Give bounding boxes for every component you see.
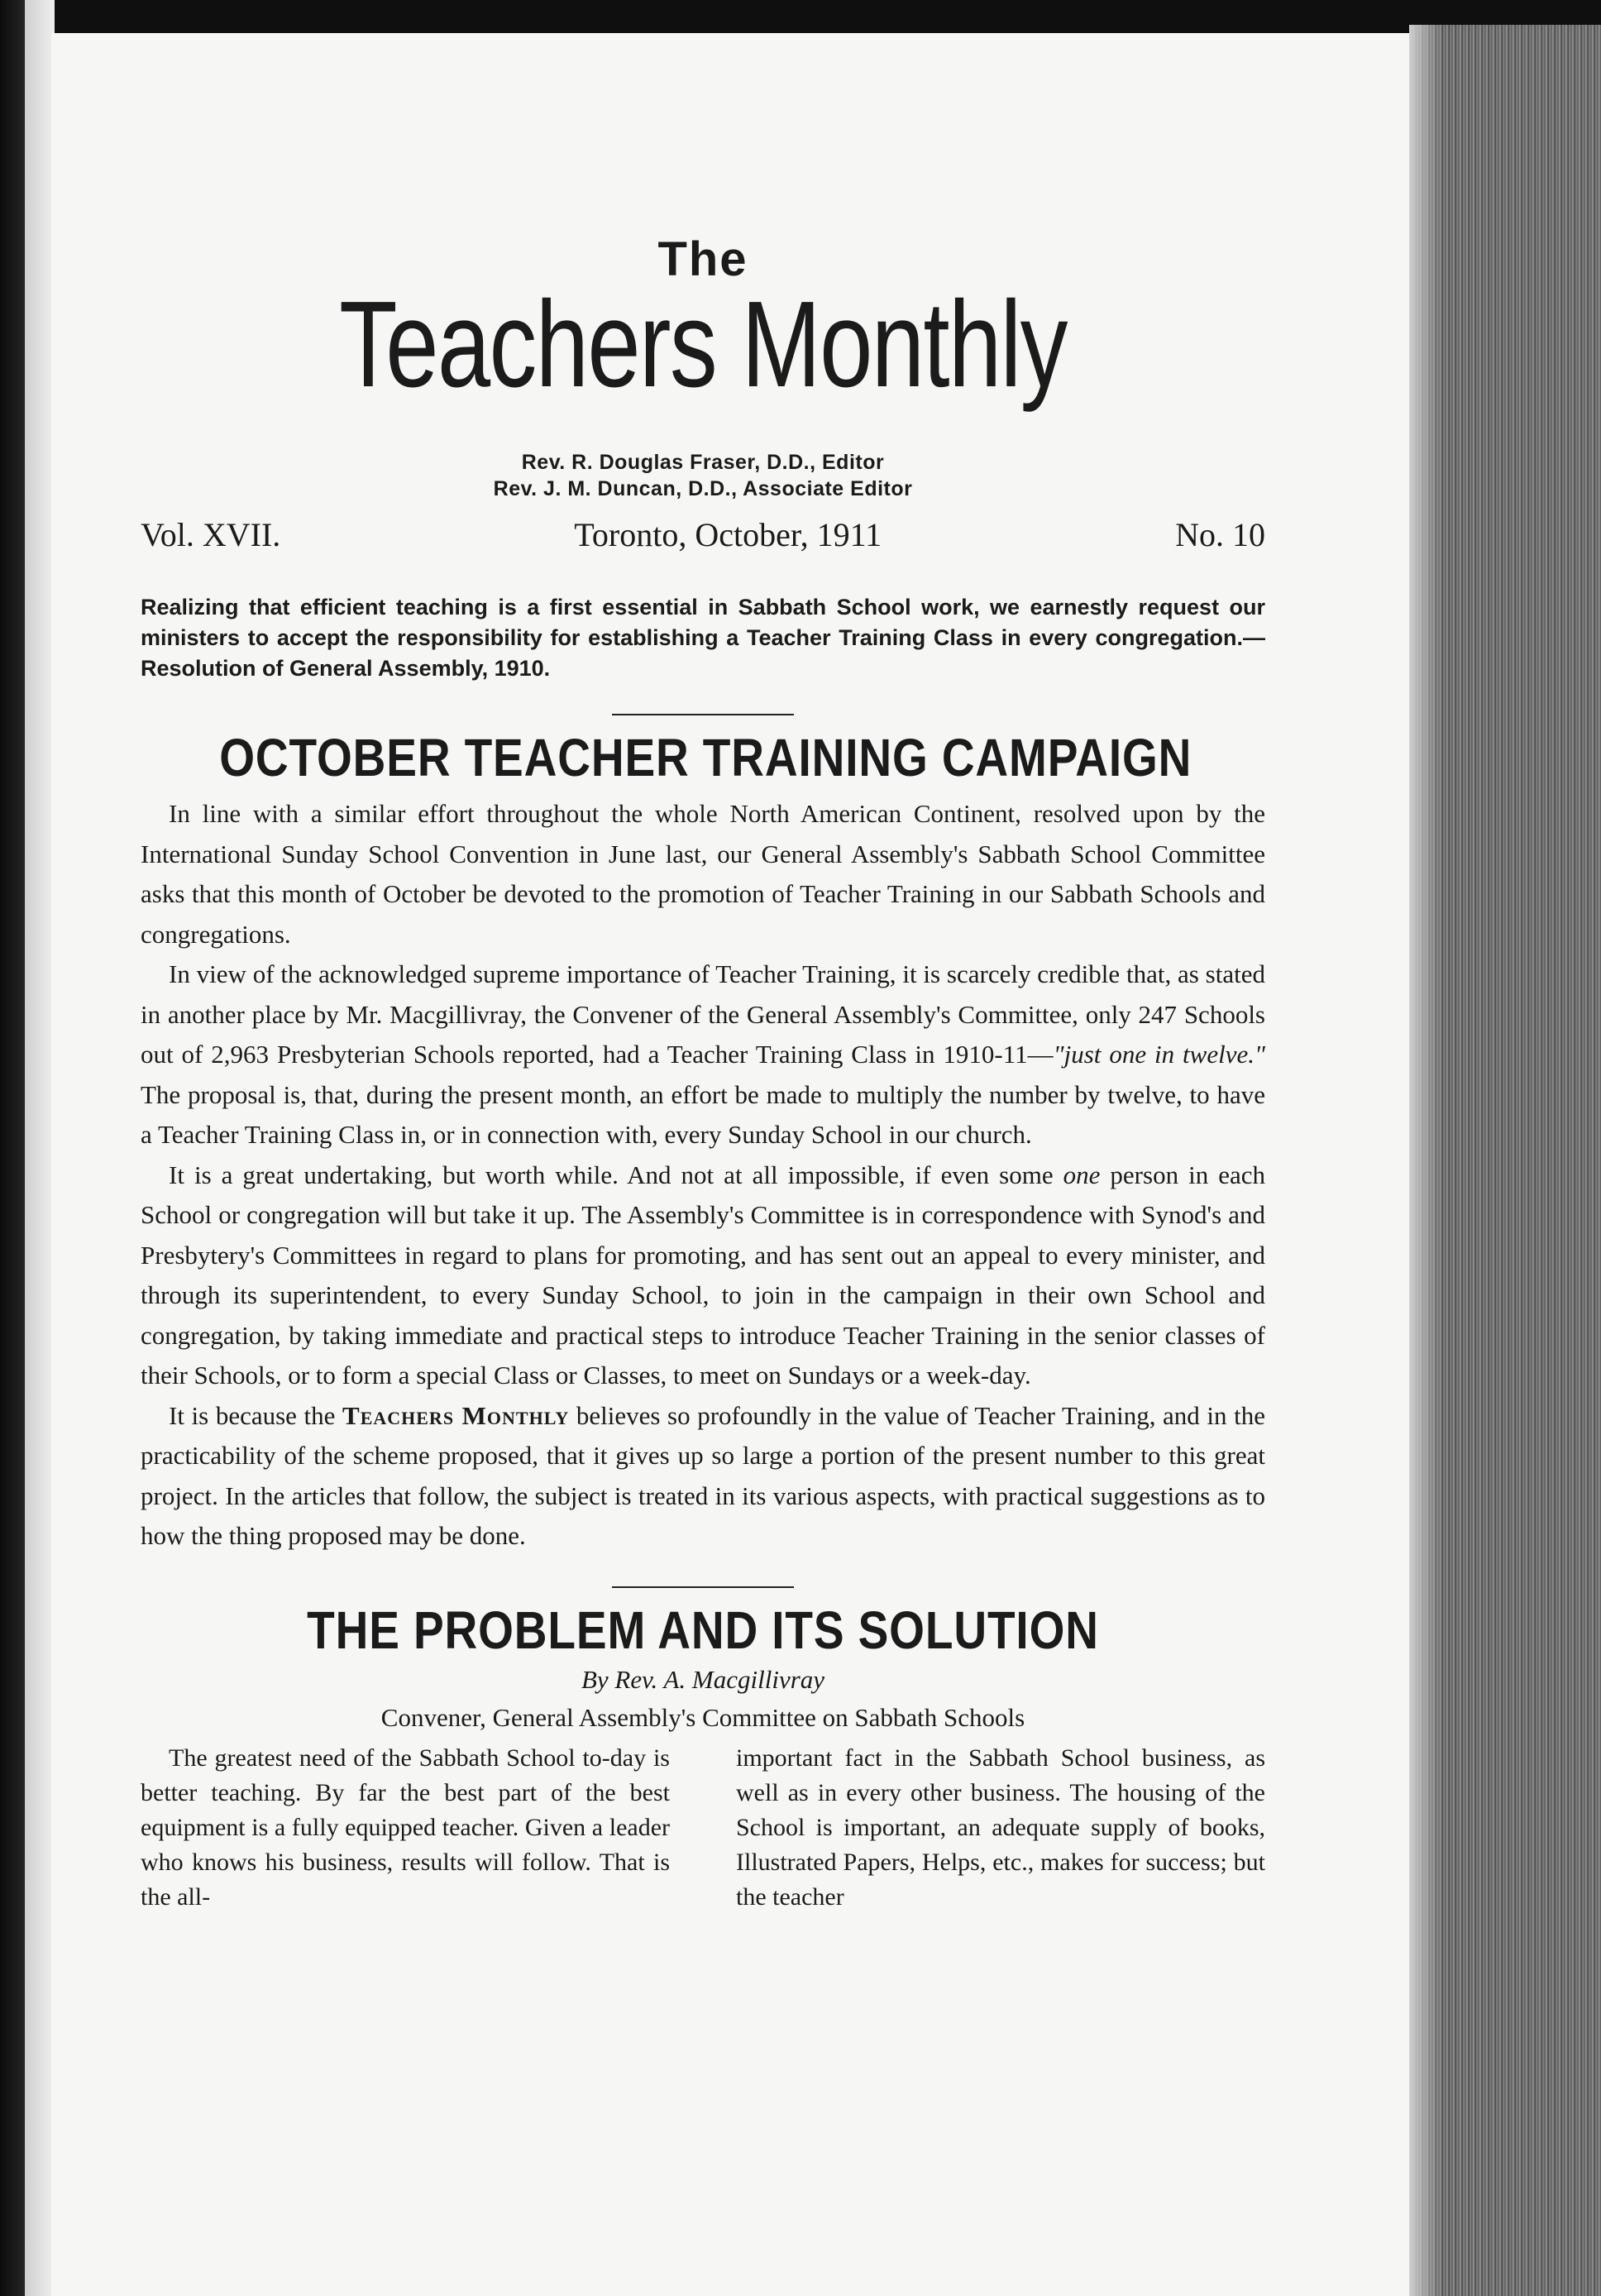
section-divider [612, 714, 794, 715]
place-date: Toronto, October, 1911 [574, 516, 882, 553]
assembly-resolution: Realizing that efficient teaching is a first essential in Sabbath School work, we earnestly request our ministers to accept the responsibility for establishing a Teacher Training Class in every congregation.—Resolution of General Assembly, 1910. [141, 595, 1265, 681]
page-gutter-shadow [1409, 25, 1442, 2296]
paragraph: It is a great undertaking, but worth while. And not at all impossible, if even some one person in each School or congregation will but take it up. The Assembly's Committee is in correspondence with Synod's and Presbytery's Committees in regard to plans for promoting, and has sent out an appeal to every minister, and through its superintendent, to every Sunday School, to join in the campaign in their own School and congregation, by taking immediate and practical steps to introduce Teacher Training in the senior classes of their Schools, or to form a special Class or Classes, to meet on Sundays or a week-day. [141, 1160, 1266, 1390]
article-headline: OCTOBER TEACHER TRAINING CAMPAIGN [219, 728, 1192, 787]
section-divider [612, 1586, 794, 1588]
editors-block [141, 449, 1265, 502]
issue-number: No. 10 [1175, 516, 1265, 553]
page-content [141, 207, 1265, 1915]
issue-line [141, 515, 1265, 554]
paragraph: In line with a similar effort throughout the whole North American Continent, resolved upon by the International Sunday School Convention in June last, our General Assembly's Sabbath School Committee asks that this month of October be devoted to the promotion of Teacher Training in our Sabbath Schools and congregations. [141, 799, 1265, 949]
column-right [736, 1741, 1265, 1915]
paragraph: In view of the acknowledged supreme importance of Teacher Training, it is scarcely credible that, as stated in another place by Mr. Macgillivray, the Convener of the General Assembly's Committee, only 247 Schools out of 2,963 Presbyterian Schools reported, had a Teacher Training Class in 1910-11—"just one in twelve." The proposal is, that, during the present month, an effort be made to multiply the number by twelve, to have a Teacher Training Class in, or in connection with, every Sunday School in our church. [141, 959, 1265, 1150]
masthead-the: The [657, 232, 748, 286]
scan-top-edge [0, 0, 1601, 36]
author-position: Convener, General Assembly's Committee on Sabbath Schools [380, 1702, 1025, 1732]
editor-line: Rev. R. Douglas Fraser, D.D., Editor [521, 451, 885, 474]
byline: By Rev. A. Macgillivray [581, 1664, 825, 1694]
article-body [141, 794, 1265, 1557]
volume: Vol. XVII. [141, 516, 281, 553]
facing-page-strip [25, 0, 55, 2296]
article-headline: THE PROBLEM AND ITS SOLUTION [307, 1600, 1099, 1660]
two-column-text [141, 1741, 1265, 1915]
column-text: The greatest need of the Sabbath School to-day is better teaching. By far the best part of the best equipment is a fully equipped teacher. Given a leader who knows his business, results will follow. That is the all- [141, 1744, 670, 1911]
column-text: important fact in the Sabbath School business, as well as in every other business. The housing of the School is important, an adequate supply of books, Illustrated Papers, Helps, etc., makes for success; but the teacher [736, 1744, 1265, 1911]
associate-editor-line: Rev. J. M. Duncan, D.D., Associate Editor [493, 477, 913, 500]
column-left [141, 1741, 670, 1915]
paragraph: It is because the Teachers Monthly believes so profoundly in the value of Teacher Training, and in the practicability of the scheme proposed, that it gives up so large a portion of the present number to this great project. In the articles that follow, the subject is treated in its various aspects, with practical suggestions as to how the thing proposed may be done. [141, 1400, 1265, 1551]
masthead-title: Teachers Monthly [339, 276, 1067, 413]
